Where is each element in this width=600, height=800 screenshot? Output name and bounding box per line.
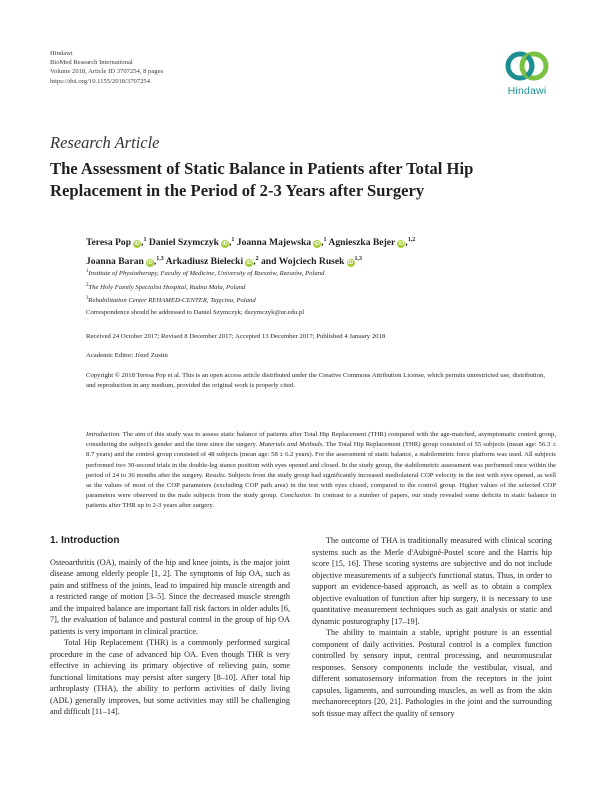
abstract-methods-label: Materials and Methods. <box>259 441 324 449</box>
author-affil: 1 <box>323 237 327 243</box>
author-name[interactable]: Agnieszka Bejer <box>328 237 396 248</box>
author-affil: 1,3 <box>156 256 164 262</box>
abstract-intro-label: Introduction. <box>86 431 121 438</box>
orcid-icon[interactable]: iD <box>222 241 228 247</box>
author-affil: 1 <box>143 237 147 243</box>
body-column-right <box>312 535 552 719</box>
affiliation-item: $^2$The Holy Family Specialist Hospital, Rudna Mała, Poland <box>86 282 246 291</box>
hindawi-logo-icon <box>505 48 549 84</box>
abstract-intro: The aim of this study was to assess static balance of patients after Total Hip Replacement (THR) compared with the age-matched, asymptomatic control group, considering the subject's gender and the time since the surgery. <box>86 431 556 449</box>
orcid-icon[interactable]: iD <box>314 241 320 247</box>
article-dates: Received 24 October 2017; Revised 8 December 2017; Accepted 13 December 2017; Published 4 January 2018 <box>86 333 386 340</box>
orcid-icon[interactable]: iD <box>246 260 252 266</box>
orcid-icon[interactable]: iD <box>398 241 405 247</box>
hindawi-logo <box>498 48 556 97</box>
author-list: Teresa Pop iD,$^1$ Daniel Szymczyk iD,$^1$ Joanna Majewska iD,$^1$ Agnieszka Bejer iD,$^{1,2}$ Joanna Baran iD,$^{1,3}$ Arkadiusz Bielecki iD,$^2$ and Wojciech Rusek iD$^{1,3}$ <box>86 237 416 267</box>
author-name[interactable]: Joanna Majewska <box>236 237 312 248</box>
academic-editor: Academic Editor: Józef Zustin <box>86 352 168 359</box>
affiliations <box>86 266 324 307</box>
publisher-name: Hindawi <box>50 50 73 57</box>
doi-link[interactable]: https://doi.org/10.1155/2018/3707254 <box>50 77 151 85</box>
hindawi-logo-text: Hindawi <box>507 85 547 97</box>
section-heading: 1. Introduction <box>50 535 120 546</box>
author-affil: 1,3 <box>354 256 363 262</box>
article-type: Research Article <box>50 133 160 152</box>
body-paragraph: The ability to maintain a stable, upright posture is an essential component of daily activities. Postural control is a complex function controlled by sensory input, central processing, and neuromuscular responses. Sensory components include the vestibular, visual, and different somatosensory information from the receptors in the joint capsules, ligaments, and surrounding muscles, as well as from the skin mechanoreceptors [20, 21]. Pathologies in the joint and the surrounding soft tissue may affect the quality of sensory <box>312 628 552 718</box>
abstract-results: Subjects from the study group had significantly increased mediolateral COP velocity in the test with eyes opened, as well as the values of most of the COP parameters (excluding COP path area) in the test with eyes closed, compared to the control group. Higher values of the selected COP parameters were observed in the male subjects from the study group. <box>86 471 557 500</box>
correspondence: Correspondence should be addressed to Daniel Szymczyk; dszymczyk@ur.edu.pl <box>86 309 305 316</box>
article-title: The Assessment of Static Balance in Patients after Total Hip Replacement in the Period of 2-3 Years after Surgery <box>50 159 474 200</box>
affiliation-item: $^3$Rehabilitation Center REHAMED-CENTER, Tajęcina, Poland <box>86 296 256 304</box>
author-affil: 2 <box>255 256 259 262</box>
volume-info: Volume 2018, Article ID 3707254, 8 pages <box>50 68 164 76</box>
abstract-methods: The Total Hip Replacement (THR) group consisted of 55 subjects (mean age: 56.3 ± 8.7 years) and the control group consisted of 48 subjects (mean age: 58 ± 6.2 years). For the assessment of static balance, a stabilometric force platform was used. All subjects performed two 30-second trials in the double-leg stance position with eyes opened and closed. In the study group, the stabilometric assessment was performed once within the period of 24 to 36 months after the surgery. <box>86 441 556 479</box>
author-name[interactable]: Arkadiusz Bielecki <box>165 256 244 267</box>
journal-name: BioMed Research International <box>50 59 133 67</box>
author-name[interactable]: Joanna Baran <box>86 256 144 267</box>
author-name[interactable]: Teresa Pop <box>86 237 132 248</box>
body-paragraph: Total Hip Replacement (THR) is a commonly performed surgical procedure in the case of advanced hip OA. Even though THR is very effective in achieving its primary objective of relieving pain, some functional limitations may persist after surgery [8–10]. After total hip arthroplasty (THA), the ability to perform activities of daily living (ADL) generally improves, but some activities may still be challenging and difficult [11–14]. <box>50 638 290 716</box>
body-paragraph: Osteoarthritis (OA), mainly of the hip and knee joints, is the major joint disease among elderly people [1, 2]. The symptoms of hip OA, such as pain and stiffness of the joints, lead to impaired hip muscle strength and a restricted range of motion [3–5]. Since the decreased muscle strength and the impaired balance are important fall risk factors in older adults [6, 7], the evaluation of balance and postural control in the group of hip OA patients is very important in clinical practice. <box>50 557 290 636</box>
orcid-icon[interactable]: iD <box>347 260 354 266</box>
body-paragraph: The outcome of THA is traditionally measured with clinical scoring systems such as the Merle d'Aubigné-Postel score and the Harris hip score [15, 16]. These scoring systems are subjective and do not include objective measurements of a subject's functional status. Thus, in order to support an evidence-based approach, as well as to obtain a complex objective evaluation of function after hip surgery, it is necessary to use quantitative measurement techniques such as gait analysis or static and dynamic posturography [17–19]. <box>312 536 552 626</box>
journal-meta <box>50 49 163 86</box>
author-affil: 1,2 <box>407 237 416 243</box>
orcid-icon[interactable]: iD <box>147 260 153 266</box>
copyright-notice: Copyright © 2018 Teresa Pop et al. This is an open access article distributed under the Creative Commons Attribution License, which permits unrestricted use, distribution, and reproduction in any medium, provided the original work is properly cited. <box>86 372 546 389</box>
author-name[interactable]: Daniel Szymczyk <box>148 237 219 248</box>
abstract-conclusion: In contrast to a number of papers, our study revealed some deficits in static balance in patients after THR up to 2-3 years after surgery. <box>86 492 556 510</box>
abstract <box>86 430 556 512</box>
abstract-conclusion-label: Conclusion. <box>280 492 313 500</box>
body-column-left <box>50 535 290 718</box>
affiliation-item: $^1$Institute of Physiotherapy, Faculty of Medicine, University of Rzeszów, Rzeszów, Poland <box>86 269 325 277</box>
abstract-results-label: Results. <box>205 471 227 479</box>
author-affil: 1 <box>231 237 235 243</box>
orcid-icon[interactable]: iD <box>134 241 140 247</box>
author-name[interactable]: Wojciech Rusek <box>278 256 345 267</box>
